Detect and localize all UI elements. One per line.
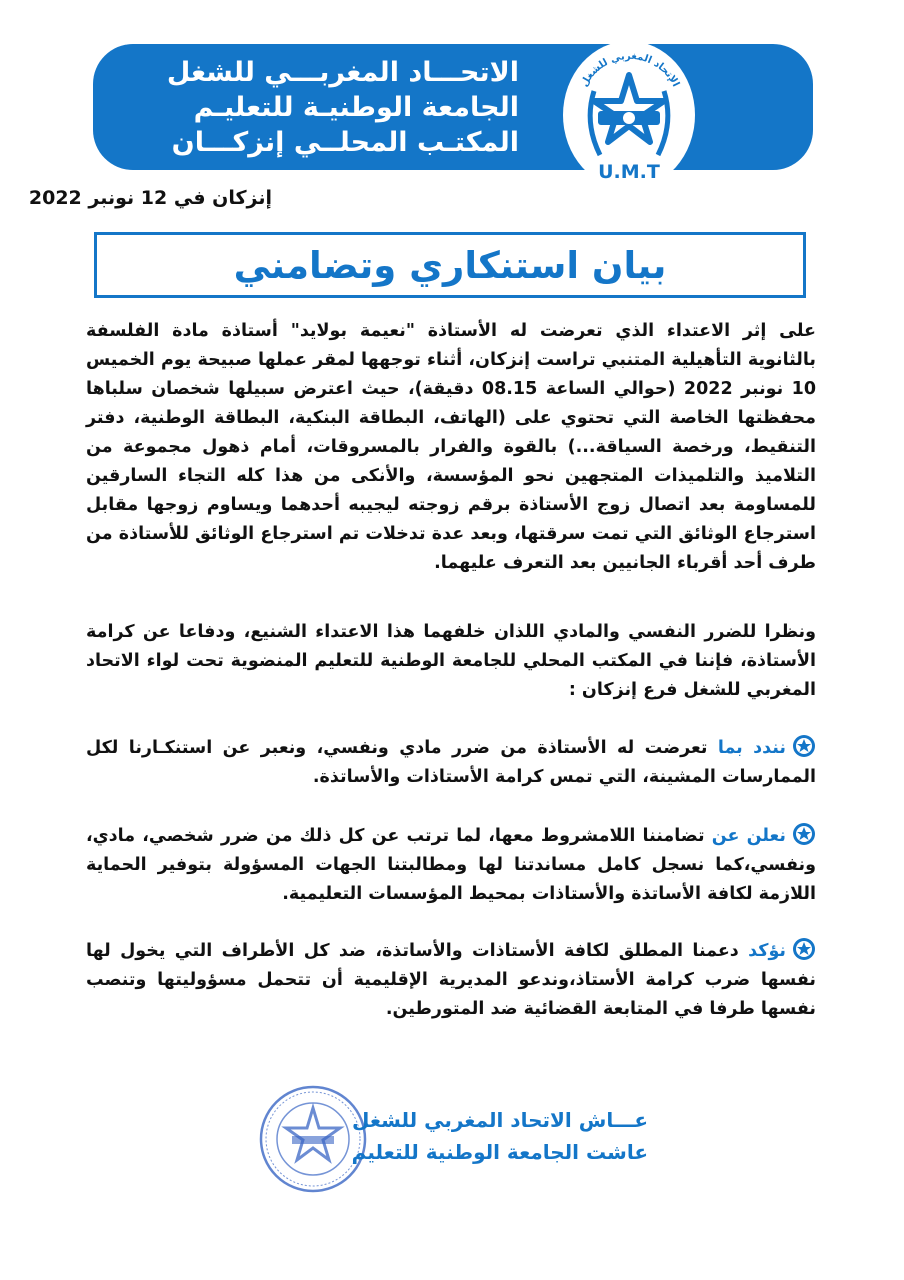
header-federation-name: الجامعة الوطنيـة للتعليـم bbox=[193, 92, 519, 123]
closing-line-2: عاشت الجامعة الوطنية للتعليم bbox=[351, 1140, 648, 1164]
bullet-text: تعرضت له الأستاذة من ضرر مادي ونفسي، ونعبر عن استنكـارنا لكل الممارسات المشينة، التي تمس كرامة الأستاذات والأساتذة. bbox=[86, 738, 816, 787]
umt-logo bbox=[560, 25, 698, 191]
paragraph-incident: على إثر الاعتداء الذي تعرضت له الأستاذة "نعيمة بولايد" أستاذة مادة الفلسفة بالثانوية التأهيلية المتنبي تراست إنزكان، أثناء توجهها لمقر عملها صبيحة يوم الخميس 10 نونبر 2022 (حوالي الساعة 08.15 دقيقة)، حيث اعترض سبيلها شخصان سلباها محفظتها الخاصة التي تحتوي على (الهاتف، البطاقة البنكية، البطاقة الوطنية، دفتر التنقيط، ورخصة السياقة...) بالقوة والفرار بالمسروقات، أمام ذهول مجموعة من التلاميذ والتلميذات المتجهين نحو المؤسسة، والأنكى من هذا كله التجاء السارقين للمساومة بعد اتصال زوج الأستاذة برقم زوجته ليجيبه أحدهما ويساوم زوجها مقابل استرجاع الوثائق التي تمت سرقتها، وبعد عدة تدخلات تم استرجاع الوثائق للأستاذة من طرف أحد أقرباء الجانيين بعد التعرف عليهما. bbox=[86, 321, 816, 573]
umt-bullet-icon bbox=[792, 822, 816, 846]
bullet-item bbox=[86, 822, 816, 909]
logo-arc-text: الإتحاد المغربي للشغل bbox=[579, 50, 682, 89]
bullet-item bbox=[86, 937, 816, 1024]
bullet-text: تضامننا اللامشروط معها، لما ترتب عن كل ذلك من ضرر شخصي، مادي، ونفسي،كما نسجل كامل مساندتنا لها ومطالبتنا الجهات المسؤولة بتوفير الحماية اللازمة لكافة الأساتذة والأستاذات بمحيط المؤسسات التعليمية. bbox=[86, 826, 816, 904]
official-stamp bbox=[258, 1084, 368, 1194]
bullet-lead: نعلن عن bbox=[711, 826, 786, 846]
logo-letters: U.M.T bbox=[598, 161, 660, 183]
closing-line-1: عـــاش الاتحاد المغربي للشغل bbox=[351, 1108, 648, 1132]
bullet-item bbox=[86, 734, 816, 792]
umt-bullet-icon bbox=[792, 937, 816, 961]
bullet-lead: نؤكد bbox=[748, 941, 786, 961]
umt-bullet-icon bbox=[792, 734, 816, 758]
bullet-text: دعمنا المطلق لكافة الأستاذات والأساتذة، ضد كل الأطراف التي يخول لها نفسها ضرب كرامة الأستاذ،وندعو المديرية الإقليمية أن تتحمل مسؤوليتها وتنصب نفسها طرفا في المتابعة القضائية ضد المتورطين. bbox=[86, 941, 816, 1019]
header-org-name: الاتحـــاد المغربـــي للشغل bbox=[166, 57, 519, 88]
title-box bbox=[94, 232, 806, 298]
paragraph-position: ونظرا للضرر النفسي والمادي اللذان خلفهما هذا الاعتداء الشنيع، ودفاعا عن كرامة الأستاذة، فإننا في المكتب المحلي للجامعة الوطنية للتعليم المنضوية تحت لواء الاتحاد المغربي للشغل فرع إنزكان : bbox=[86, 622, 816, 700]
bullet-lead: نندد بما bbox=[717, 738, 786, 758]
document-date: إنزكان في 12 نونبر 2022 bbox=[28, 187, 272, 209]
header-local-office: المكتـب المحلــي إنزكـــان bbox=[171, 127, 519, 158]
document-title: بيان استنكاري وتضامني bbox=[233, 243, 667, 287]
